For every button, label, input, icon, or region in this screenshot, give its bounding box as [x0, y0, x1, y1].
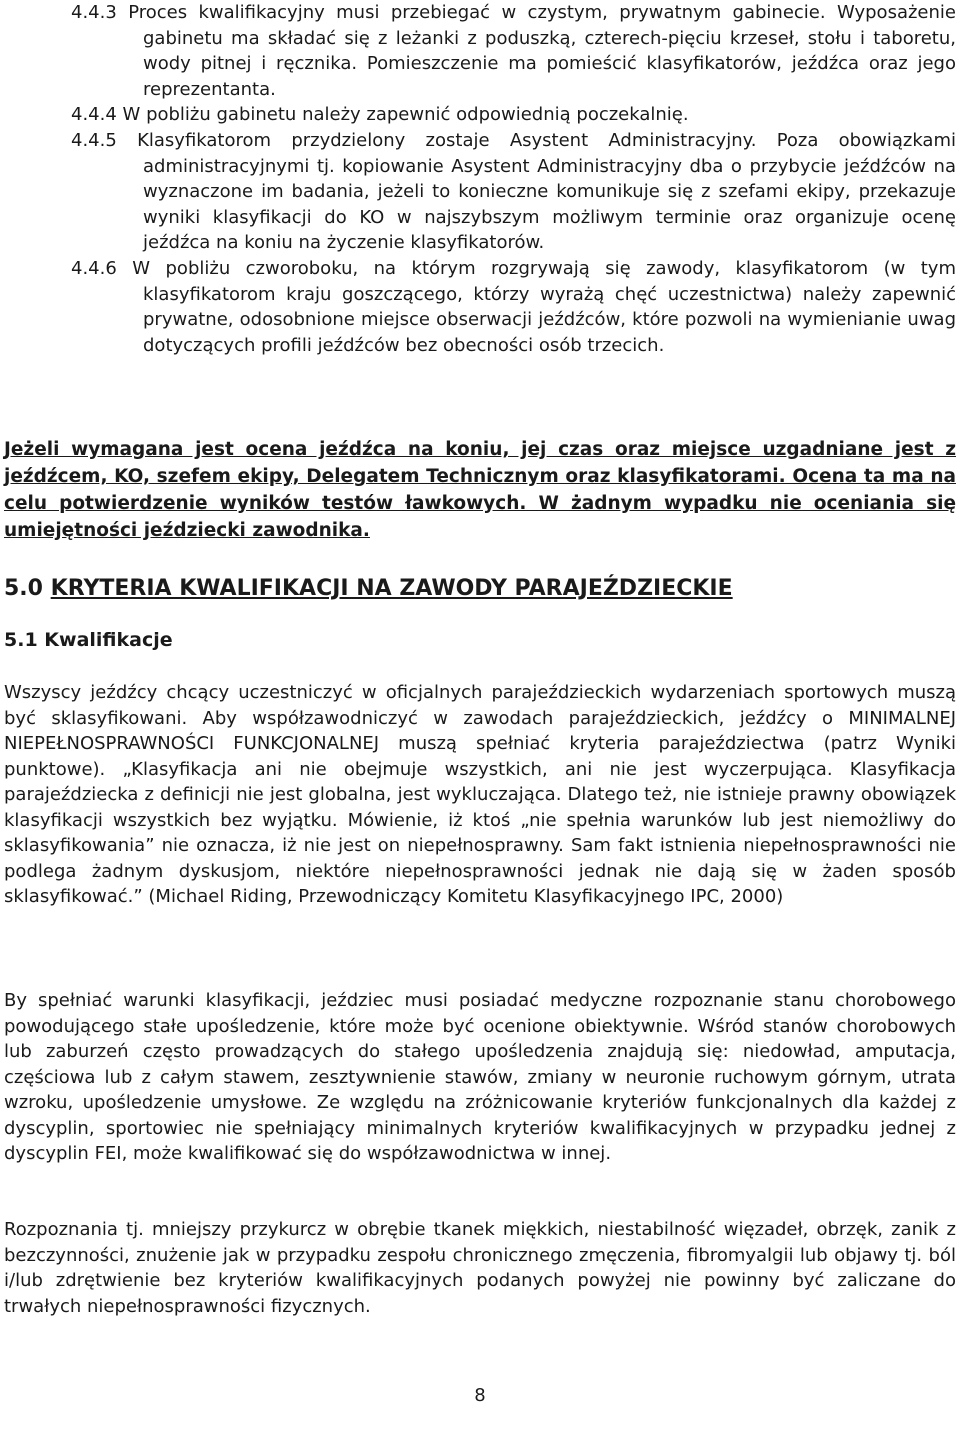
list-item: [71, 102, 956, 128]
body-paragraph: By spełniać warunki klasyfikacji, jeździec musi posiadać medyczne rozpoznanie stanu chorobowego powodującego stałe upośledzenie, które może być ocenione obiektywnie. Wśród stanów chorobowych lub zaburzeń często prowadzących do stałego upośledzenia znajdują się: niedowład, amputacja, częściowa lub z całym stawem, zesztywnienie stawów, zmiany w neuronie ruchowym górnym, utrata wzroku, upośledzenie umysłowe. Ze względu na zróżnicowanie kryteriów funkcjonalnych dla każdej z dyscyplin, sportowiec nie spełniający minimalnych kryteriów kwalifikacyjnych w przypadku jednej z dyscyplin FEI, może kwalifikować się do współzawodnictwa w innej.: [4, 990, 956, 1164]
section-heading: [4, 574, 956, 604]
item-text: W pobliżu gabinetu należy zapewnić odpowiednią poczekalnię.: [122, 104, 689, 126]
item-number: 4.4.4: [71, 104, 117, 126]
item-list: [4, 0, 956, 358]
list-item: [71, 256, 956, 358]
item-text: W pobliżu czworoboku, na którym rozgrywają się zawody, klasyfikatorom (w tym klasyfikatorom kraju goszczącego, którzy wyrażą chęć uczestnictwa) należy zapewnić prywatne, odosobnione miejsce obserwacji jeźdźców, które pozwoli na wymienianie uwag dotyczących profili jeźdźców bez obecności osób trzecich.: [132, 257, 956, 356]
subsection-number: 5.1: [4, 629, 38, 651]
item-number: 4.4.3: [71, 2, 117, 23]
body-paragraph: Wszyscy jeźdźcy chcący uczestniczyć w oficjalnych parajeździeckich wydarzeniach sportowych muszą być sklasyfikowani. Aby współzawodniczyć w zawodach parajeździeckich, jeźdźcy o MINIMALNEJ NIEPEŁNOSPRAWNOŚCI FUNKCJONALNEJ muszą spełniać kryteria parajeździectwa (patrz Wyniki punktowe). „Klasyfikacja ani nie obejmuje wszystkich, ani nie jest wyczerpująca. Klasyfikacja parajeździecka z definicji nie jest globalna, jest wykluczająca. Dlatego też, nie istnieje prawny obowiązek klasyfikacji wszystkich bez wyjątku. Mówienie, iż ktoś „nie spełnia warunków lub jest niemożliwy do sklasyfikowania” nie oznacza, iż nie jest on niepełnosprawny. Sam fakt istnienia niepełnosprawności nie podlega żadnym dyskusjom, niektóre niepełnosprawności jednak nie dają się w żaden sposób sklasyfikować.” (Michael Riding, Przewodniczący Komitetu Klasyfikacyjnego IPC, 2000): [4, 682, 956, 907]
subsection-title: Kwalifikacje: [44, 629, 173, 651]
subsection-heading: [4, 626, 956, 654]
body-paragraph: Rozpoznania tj. mniejszy przykurcz w obrębie tkanek miękkich, niestabilność więzadeł, obrzęk, zanik z bezczynności, znużenie jak w przypadku zespołu chronicznego zmęczenia, fibromyalgii lub objawy tj. ból i/lub zdrętwienie bez kryteriów kwalifikacyjnych podanych powyżej nie powinny być zaliczane do trwałych niepełnosprawności fizycznych.: [4, 1219, 956, 1317]
item-text: Proces kwalifikacyjny musi przebiegać w czystym, prywatnym gabinecie. Wyposażenie gabinetu ma składać się z leżanki z poduszką, czterech-pięciu krzeseł, stołu i taboretu, wody pitnej i ręcznika. Pomieszczenie ma pomieścić klasyfikatorów, jeźdźca oraz jego reprezentanta.: [128, 2, 956, 100]
item-number: 4.4.5: [71, 129, 117, 151]
section-number: 5.0: [4, 576, 43, 601]
list-item: [71, 0, 956, 102]
page-number: 8: [474, 1385, 486, 1406]
notice-paragraph: Jeżeli wymagana jest ocena jeźdźca na koniu, jej czas oraz miejsce uzgadniane jest z jeźdźcem, KO, szefem ekipy, Delegatem Technicznym oraz klasyfikatorami. Ocena ta ma na celu potwierdzenie wyników testów ławkowych. W żadnym wypadku nie oceniania się umiejętności jeździecki zawodnika.: [4, 439, 956, 541]
item-number: 4.4.6: [71, 257, 117, 279]
item-text: Klasyfikatorom przydzielony zostaje Asystent Administracyjny. Poza obowiązkami administracyjnymi tj. kopiowanie Asystent Administracyjny dba o przybycie jeźdźców na wyznaczone im badania, jeżeli to konieczne komunikuje się z szefami ekipy, przekazuje wyniki klasyfikacji do KO w najszybszym możliwym terminie oraz organizuje ocenę jeźdźca na koniu na życzenie klasyfikatorów.: [137, 129, 956, 254]
list-item: [71, 128, 956, 256]
section-title: KRYTERIA KWALIFIKACJI NA ZAWODY PARAJEŹDZIECKIE: [50, 576, 733, 601]
